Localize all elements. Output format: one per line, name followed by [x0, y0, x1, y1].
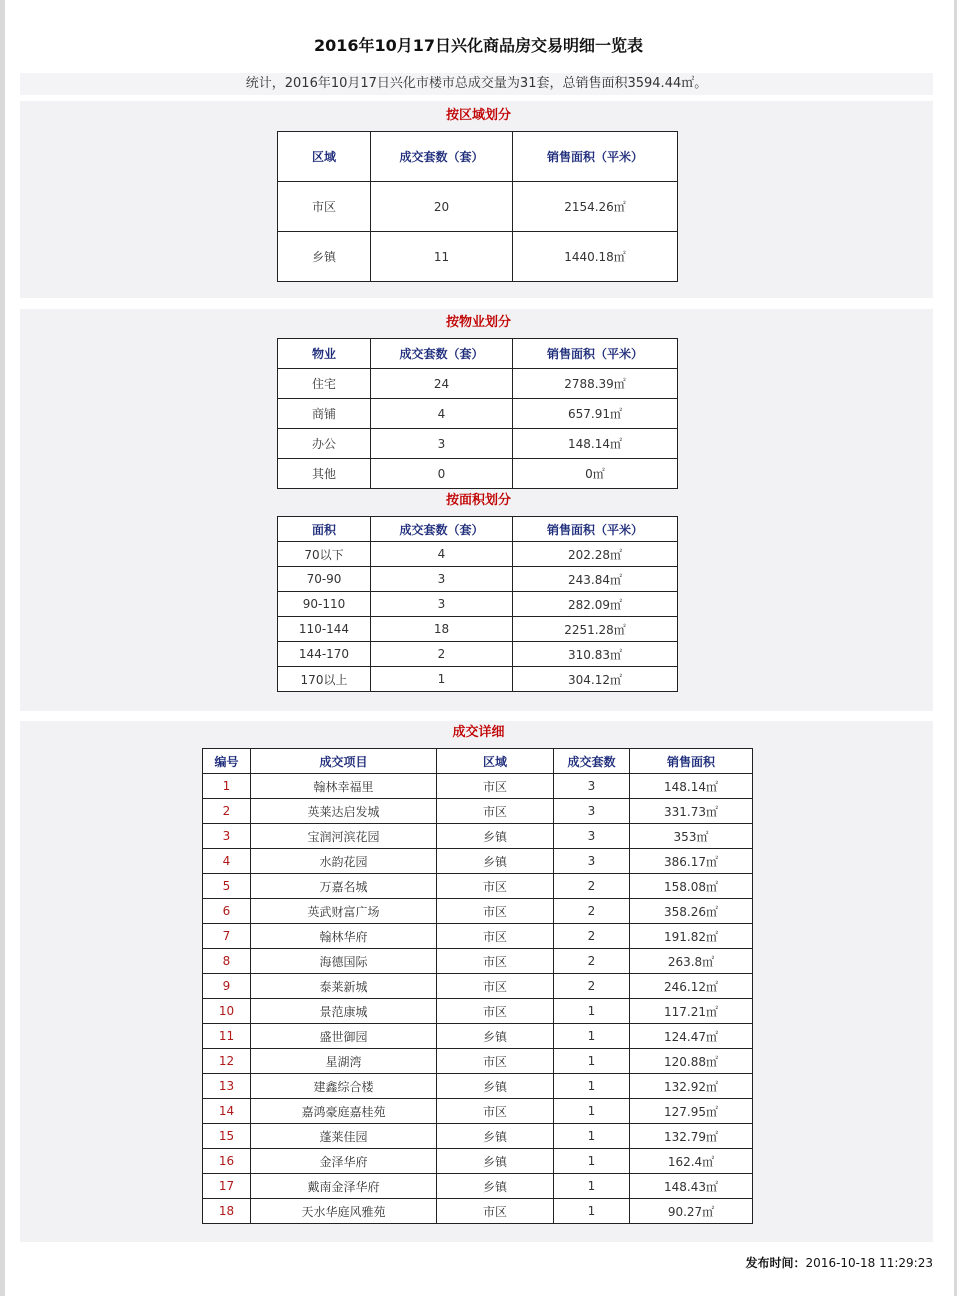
table-cell: 148.14㎡ — [513, 429, 678, 459]
project-name: 水韵花园 — [251, 849, 437, 874]
region-cell: 乡镇 — [437, 1074, 554, 1099]
table-cell: 90-110 — [278, 592, 371, 617]
page-title: 2016年10月17日兴化商品房交易明细一览表 — [313, 36, 644, 55]
table-row — [278, 399, 678, 429]
row-number: 12 — [203, 1049, 251, 1074]
area-cell: 117.21㎡ — [630, 999, 753, 1024]
table-cell: 0 — [371, 459, 513, 489]
region-cell: 市区 — [437, 874, 554, 899]
area-cell: 148.14㎡ — [630, 774, 753, 799]
project-name: 建鑫综合楼 — [251, 1074, 437, 1099]
project-name: 天水华庭风雅苑 — [251, 1199, 437, 1224]
table-cell: 1440.18㎡ — [513, 232, 678, 282]
units-cell: 2 — [554, 899, 630, 924]
region-cell: 市区 — [437, 799, 554, 824]
row-number: 6 — [203, 899, 251, 924]
project-name: 戴南金泽华府 — [251, 1174, 437, 1199]
header-cell: 面积 — [278, 517, 371, 542]
table-row — [203, 1174, 753, 1199]
units-cell: 3 — [554, 849, 630, 874]
project-name: 英武财富广场 — [251, 899, 437, 924]
units-cell: 1 — [554, 1174, 630, 1199]
region-cell: 市区 — [437, 1099, 554, 1124]
table-row — [278, 369, 678, 399]
publish-time-value: 2016-10-18 11:29:23 — [805, 1256, 933, 1270]
table-row — [278, 182, 678, 232]
header-cell: 成交套数（套） — [371, 517, 513, 542]
row-number: 9 — [203, 974, 251, 999]
table-row — [278, 617, 678, 642]
row-number: 17 — [203, 1174, 251, 1199]
area-cell: 353㎡ — [630, 824, 753, 849]
table-cell: 3 — [371, 592, 513, 617]
project-name: 英莱达启发城 — [251, 799, 437, 824]
area-cell: 358.26㎡ — [630, 899, 753, 924]
page-frame-left — [0, 0, 5, 1296]
units-cell: 1 — [554, 1149, 630, 1174]
table-row — [203, 1149, 753, 1174]
table-row — [278, 429, 678, 459]
table-cell: 3 — [371, 429, 513, 459]
header-cell: 销售面积（平米） — [513, 132, 678, 182]
table-row — [278, 542, 678, 567]
table-row — [203, 824, 753, 849]
table-cell: 住宅 — [278, 369, 371, 399]
area-cell: 162.4㎡ — [630, 1149, 753, 1174]
row-number: 18 — [203, 1199, 251, 1224]
table-cell: 20 — [371, 182, 513, 232]
header-cell: 销售面积（平米） — [513, 339, 678, 369]
table-cell: 乡镇 — [278, 232, 371, 282]
project-name: 嘉鸿豪庭嘉桂苑 — [251, 1099, 437, 1124]
project-name: 翰林华府 — [251, 924, 437, 949]
region-cell: 市区 — [437, 1049, 554, 1074]
region-cell: 乡镇 — [437, 824, 554, 849]
table-row — [203, 1024, 753, 1049]
area-cell: 90.27㎡ — [630, 1199, 753, 1224]
area-cell: 158.08㎡ — [630, 874, 753, 899]
region-cell: 市区 — [437, 899, 554, 924]
region-cell: 市区 — [437, 774, 554, 799]
summary-line: 统计，2016年10月17日兴化市楼市总成交量为31套，总销售面积3594.44㎡。 — [20, 73, 933, 95]
header-cell: 区域 — [278, 132, 371, 182]
row-number: 8 — [203, 949, 251, 974]
table-row — [203, 924, 753, 949]
region-cell: 市区 — [437, 974, 554, 999]
table-cell: 1 — [371, 667, 513, 692]
publish-time — [746, 1254, 933, 1271]
header-cell: 销售面积（平米） — [513, 517, 678, 542]
project-name: 金泽华府 — [251, 1149, 437, 1174]
region-cell: 乡镇 — [437, 1174, 554, 1199]
table-cell: 市区 — [278, 182, 371, 232]
area-cell: 132.79㎡ — [630, 1124, 753, 1149]
project-name: 泰莱新城 — [251, 974, 437, 999]
units-cell: 3 — [554, 774, 630, 799]
region-table — [277, 131, 678, 282]
region-cell: 市区 — [437, 949, 554, 974]
table-cell: 11 — [371, 232, 513, 282]
region-cell: 市区 — [437, 1199, 554, 1224]
area-cell: 124.47㎡ — [630, 1024, 753, 1049]
table-row — [203, 974, 753, 999]
table-cell: 2 — [371, 642, 513, 667]
project-name: 盛世御园 — [251, 1024, 437, 1049]
area-cell: 386.17㎡ — [630, 849, 753, 874]
table-cell: 657.91㎡ — [513, 399, 678, 429]
row-number: 1 — [203, 774, 251, 799]
project-name: 星湖湾 — [251, 1049, 437, 1074]
table-cell: 2788.39㎡ — [513, 369, 678, 399]
details-table — [202, 748, 753, 1224]
table-cell: 2154.26㎡ — [513, 182, 678, 232]
table-row — [203, 999, 753, 1024]
table-header-row — [278, 132, 678, 182]
table-row — [278, 232, 678, 282]
row-number: 11 — [203, 1024, 251, 1049]
publish-time-label: 发布时间： — [745, 1256, 806, 1270]
project-name: 海德国际 — [251, 949, 437, 974]
row-number: 10 — [203, 999, 251, 1024]
table-cell: 282.09㎡ — [513, 592, 678, 617]
table-cell: 商铺 — [278, 399, 371, 429]
header-cell: 成交项目 — [251, 749, 437, 774]
area-cell: 148.43㎡ — [630, 1174, 753, 1199]
project-name: 宝润河滨花园 — [251, 824, 437, 849]
region-cell: 乡镇 — [437, 1149, 554, 1174]
table-cell: 70以下 — [278, 542, 371, 567]
table-row — [203, 949, 753, 974]
table-cell: 4 — [371, 399, 513, 429]
table-cell: 2251.28㎡ — [513, 617, 678, 642]
project-name: 景范康城 — [251, 999, 437, 1024]
table-cell: 0㎡ — [513, 459, 678, 489]
table-cell: 24 — [371, 369, 513, 399]
area-cell: 331.73㎡ — [630, 799, 753, 824]
table-row — [278, 592, 678, 617]
area-cell: 191.82㎡ — [630, 924, 753, 949]
units-cell: 1 — [554, 1049, 630, 1074]
table-cell: 304.12㎡ — [513, 667, 678, 692]
table-row — [278, 642, 678, 667]
row-number: 3 — [203, 824, 251, 849]
table-row — [203, 1074, 753, 1099]
area-cell: 263.8㎡ — [630, 949, 753, 974]
area-cell: 127.95㎡ — [630, 1099, 753, 1124]
table-cell: 110-144 — [278, 617, 371, 642]
table-cell: 18 — [371, 617, 513, 642]
table-cell: 144-170 — [278, 642, 371, 667]
units-cell: 1 — [554, 1074, 630, 1099]
units-cell: 2 — [554, 974, 630, 999]
row-number: 15 — [203, 1124, 251, 1149]
region-cell: 市区 — [437, 999, 554, 1024]
header-cell: 成交套数 — [554, 749, 630, 774]
table-cell: 70-90 — [278, 567, 371, 592]
area-table — [277, 516, 678, 692]
table-row — [278, 459, 678, 489]
row-number: 5 — [203, 874, 251, 899]
table-row — [203, 1049, 753, 1074]
area-section-title: 按面积划分 — [445, 493, 511, 508]
row-number: 2 — [203, 799, 251, 824]
area-cell: 246.12㎡ — [630, 974, 753, 999]
header-cell: 区域 — [437, 749, 554, 774]
table-cell: 310.83㎡ — [513, 642, 678, 667]
header-cell: 成交套数（套） — [371, 339, 513, 369]
table-header-row — [278, 339, 678, 369]
row-number: 16 — [203, 1149, 251, 1174]
region-cell: 乡镇 — [437, 1024, 554, 1049]
area-cell: 132.92㎡ — [630, 1074, 753, 1099]
region-cell: 市区 — [437, 924, 554, 949]
row-number: 7 — [203, 924, 251, 949]
units-cell: 3 — [554, 824, 630, 849]
units-cell: 1 — [554, 1199, 630, 1224]
table-row — [278, 667, 678, 692]
header-cell: 编号 — [203, 749, 251, 774]
table-row — [203, 1124, 753, 1149]
region-cell: 乡镇 — [437, 849, 554, 874]
table-header-row — [203, 749, 753, 774]
row-number: 14 — [203, 1099, 251, 1124]
project-name: 蓬莱佳园 — [251, 1124, 437, 1149]
units-cell: 2 — [554, 949, 630, 974]
header-cell: 成交套数（套） — [371, 132, 513, 182]
project-name: 翰林幸福里 — [251, 774, 437, 799]
units-cell: 1 — [554, 1099, 630, 1124]
area-cell: 120.88㎡ — [630, 1049, 753, 1074]
units-cell: 2 — [554, 874, 630, 899]
table-row — [203, 874, 753, 899]
row-number: 13 — [203, 1074, 251, 1099]
row-number: 4 — [203, 849, 251, 874]
units-cell: 2 — [554, 924, 630, 949]
table-cell: 170以上 — [278, 667, 371, 692]
table-cell: 202.28㎡ — [513, 542, 678, 567]
table-header-row — [278, 517, 678, 542]
property-section-title: 按物业划分 — [445, 315, 511, 330]
table-row — [278, 567, 678, 592]
header-cell: 销售面积 — [630, 749, 753, 774]
table-row — [203, 899, 753, 924]
table-row — [203, 799, 753, 824]
units-cell: 1 — [554, 1124, 630, 1149]
table-row — [203, 774, 753, 799]
table-cell: 243.84㎡ — [513, 567, 678, 592]
table-cell: 3 — [371, 567, 513, 592]
table-row — [203, 849, 753, 874]
table-cell: 办公 — [278, 429, 371, 459]
table-row — [203, 1199, 753, 1224]
header-cell: 物业 — [278, 339, 371, 369]
units-cell: 1 — [554, 999, 630, 1024]
table-row — [203, 1099, 753, 1124]
region-section-title: 按区域划分 — [445, 108, 511, 123]
table-cell: 其他 — [278, 459, 371, 489]
project-name: 万嘉名城 — [251, 874, 437, 899]
table-cell: 4 — [371, 542, 513, 567]
units-cell: 1 — [554, 1024, 630, 1049]
region-cell: 乡镇 — [437, 1124, 554, 1149]
property-table — [277, 338, 678, 489]
details-section-title: 成交详细 — [452, 725, 505, 740]
units-cell: 3 — [554, 799, 630, 824]
